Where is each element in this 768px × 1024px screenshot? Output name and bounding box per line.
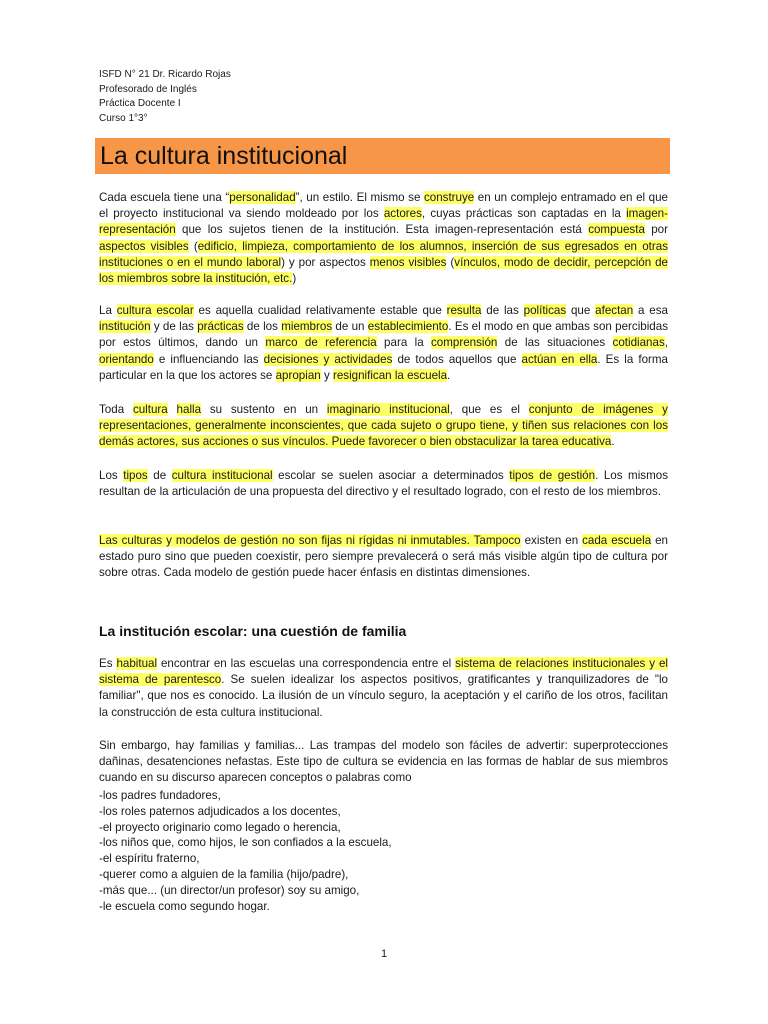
list-item: -los roles paternos adjudicados a los docentes,	[99, 804, 341, 818]
header-program: Profesorado de Inglés	[99, 83, 197, 95]
paragraph-cultura-escolar: La cultura escolar es aquella cualidad relativamente estable que resulta de las políticas que afectan a esa institución y de las prácticas de los miembros de un establecimiento. Es el modo en que ambas son percibidas por estos últimos, dando un marco de referencia para la comprensión de las situaciones cotidianas, orientando e influenciando las decisiones y actividades de todos aquellos que actúan en ella. Es la forma particular en la que los actores se apropian y resignifican la escuela.	[99, 304, 668, 382]
header-course: Curso 1°3°	[99, 112, 148, 124]
section-subtitle: La institución escolar: una cuestión de familia	[99, 623, 407, 639]
list-item: -el proyecto originario como legado o herencia,	[99, 820, 341, 834]
page-title: La cultura institucional	[100, 142, 348, 170]
paragraph-personalidad: Cada escuela tiene una “personalidad”, un estilo. El mismo se construye en un complejo entramado en el que el proyecto institucional va siendo moldeado por los actores, cuyas prácticas son captadas en la imagen-representación que los sujetos tienen de la institución. Esta imagen-representación está compuesta por aspectos visibles (edificio, limpieza, comportamiento de los alumnos, inserción de sus egresados en otras instituciones o en el mundo laboral) y por aspectos menos visibles (vínculos, modo de decidir, percepción de los miembros sobre la institución, etc.)	[99, 191, 668, 286]
header-institution: ISFD N° 21 Dr. Ricardo Rojas	[99, 69, 231, 80]
list-item: -los padres fundadores,	[99, 789, 221, 802]
list-item: -le escuela como segundo hogar.	[99, 899, 270, 913]
list-item: -el espíritu fraterno,	[99, 852, 200, 866]
paragraph-imaginario: Toda cultura halla su sustento en un imaginario institucional, que es el conjunto de imágenes y representaciones, generalmente inconscientes, que cada sujeto o grupo tiene, y tiñen sus relaciones con los demás actores, sus acciones o sus vínculos. Puede favorecer o bien obstaculizar la tarea educativa.	[99, 403, 668, 449]
paragraph-trampas: Sin embargo, hay familias y familias... Las trampas del modelo son fáciles de advertir: superprotecciones dañinas, desatenciones nefastas. Este tipo de cultura se evidencia en las formas de hablar de sus miembros cuando en su discurso aparecen conceptos o palabras como	[99, 739, 668, 785]
list-item: -los niños que, como hijos, le son confiados a la escuela,	[99, 836, 392, 850]
family-terms-list	[99, 788, 392, 914]
page-number: 1	[380, 948, 388, 960]
paragraph-familia: Es habitual encontrar en las escuelas una correspondencia entre el sistema de relaciones institucionales y el sistema de parentesco. Se suelen idealizar los aspectos positivos, gratificantes y tranquilizadores de "lo familiar", que nos es conocido. La ilusión de un vínculo seguro, la aceptación y el cariño de los otros, facilitan la construcción de esta cultura institucional.	[99, 657, 668, 719]
title-banner	[95, 138, 670, 174]
list-item: -querer como a alguien de la familia (hijo/padre),	[99, 867, 349, 881]
paragraph-tipos-gestion: Los tipos de cultura institucional escolar se suelen asociar a determinados tipos de gestión. Los mismos resultan de la articulación de una propuesta del directivo y el resultado logrado, con el resto de los miembros.	[99, 469, 668, 499]
paragraph-modelos-gestion: Las culturas y modelos de gestión no son fijas ni rígidas ni inmutables. Tampoco existen en cada escuela en estado puro sino que pueden coexistir, pero siempre prevalecerá o será más visible algún tipo de cultura por sobre otras. Cada modelo de gestión puede hacer énfasis en distintas dimensiones.	[99, 534, 668, 580]
header-subject: Práctica Docente I	[99, 98, 181, 109]
list-item: -más que... (un director/un profesor) soy su amigo,	[99, 883, 360, 897]
document-header	[99, 68, 231, 126]
